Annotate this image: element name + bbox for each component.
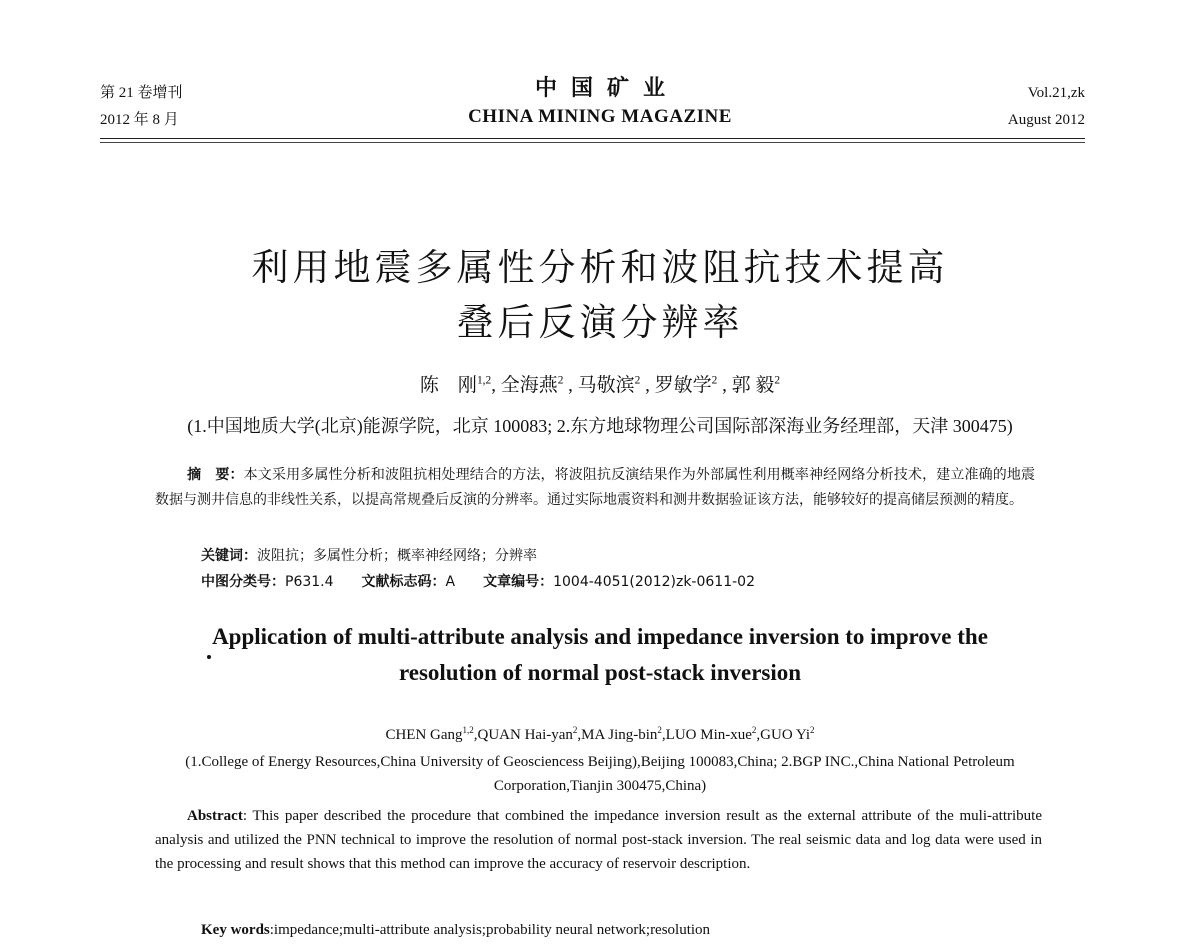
- paper-title-en: [0, 619, 1200, 691]
- author-en: MA Jing-bin$^2$,: [581, 725, 666, 743]
- doc-code-label: 文献标志码：: [361, 574, 446, 590]
- author-cn: 马敬滨$^2$ ,: [577, 374, 650, 396]
- author-en: GUO Yi$^2$: [760, 725, 815, 743]
- affiliation-en: (1.College of Energy Resources,China University of Geosciencess Beijing),Beijing 100083,China; 2.BGP INC.,China National Petroleum Corporation,Tianjin 300475,China): [185, 754, 1015, 794]
- abstract-cn-text: 本文采用多属性分析和波阻抗相处理结合的方法，将波阻抗反演结果作为外部属性利用概率神经网络分析技术，建立准确的地震数据与测井信息的非线性关系，以提高常规叠后反演的分辨率。通过实际地震资料和测井数据验证该方法，能够较好的提高储层预测的精度。: [155, 467, 1036, 508]
- author-en: QUAN Hai-yan$^2$,: [477, 725, 582, 743]
- header-rule-thick: [100, 138, 1085, 139]
- paper-title-cn: [0, 240, 1200, 350]
- article-number-value: 1004-4051(2012)zk-0611-02: [553, 574, 755, 590]
- keywords-en-text: impedance;multi-attribute analysis;probability neural network;resolution: [273, 922, 711, 938]
- keywords-en-colon: :: [269, 922, 274, 938]
- abstract-cn: [155, 463, 1035, 513]
- author-cn: 陈 刚$^{1,2}$,: [419, 374, 501, 396]
- running-header-right: [1008, 80, 1085, 134]
- doc-code-value: A: [445, 574, 456, 590]
- header-rule-thin: [100, 142, 1085, 143]
- classification-line: [155, 569, 1081, 595]
- author-en: CHEN Gang$^{1,2}$,: [385, 725, 478, 743]
- keywords-cn: [155, 543, 1081, 569]
- author-en: LUO Min-xue$^2$,: [665, 725, 761, 743]
- publication-date-en: August 2012: [1007, 112, 1085, 128]
- author-cn: 罗敏学$^2$ ,: [654, 374, 727, 396]
- publication-date-cn: 2012 年 8 月: [100, 112, 179, 128]
- clc-label: 中图分类号：: [201, 574, 285, 590]
- keywords-en: [155, 918, 1088, 942]
- volume-issue: 第 21 卷增刊: [100, 85, 183, 101]
- title-cn-line2: 叠后反演分辨率: [456, 301, 744, 344]
- author-list-en: [0, 723, 1200, 747]
- title-en-line1: Application of multi-attribute analysis and impedance inversion to improve the: [212, 624, 988, 649]
- article-number-label: 文章编号：: [483, 574, 554, 590]
- abstract-en-text: This paper described the procedure that combined the impedance inversion result as the external attribute of the muli-attribute analysis and utilized the PNN technical to improve the resolution of normal post-stack inversion. The real seismic data and log data were used in the processing and result shows that this method can improve the accuracy of reservoir description.: [155, 808, 1042, 872]
- journal-name-cn: 中国矿业: [534, 76, 679, 101]
- author-list-cn: [0, 373, 1200, 399]
- keywords-cn-text: 波阻抗；多属性分析；概率神经网络；分辨率: [257, 548, 537, 564]
- volume-en: Vol.21,zk: [1027, 85, 1085, 101]
- clc-value: P631.4: [285, 574, 334, 590]
- affiliation-cn: (1.中国地质大学(北京)能源学院，北京 100083; 2.东方地球物理公司国际部深海业务经理部，天津 300475): [187, 416, 1013, 436]
- keywords-cn-label: 关键词：: [201, 548, 257, 564]
- scan-speck: [207, 655, 211, 659]
- abstract-en-label: Abstract: [187, 808, 243, 824]
- keywords-en-label: Key words: [201, 922, 270, 938]
- abstract-en-colon: :: [242, 808, 253, 824]
- author-cn: 郭 毅$^2$: [731, 374, 781, 396]
- title-cn-line1: 利用地震多属性分析和波阻抗技术提高: [251, 246, 949, 289]
- title-en-line2: resolution of normal post-stack inversion: [398, 660, 802, 685]
- author-cn: 全海燕$^2$ ,: [500, 374, 573, 396]
- abstract-en: [155, 804, 1042, 876]
- abstract-cn-label: 摘 要：: [187, 467, 244, 483]
- journal-name-en: CHINA MINING MAGAZINE: [468, 106, 732, 127]
